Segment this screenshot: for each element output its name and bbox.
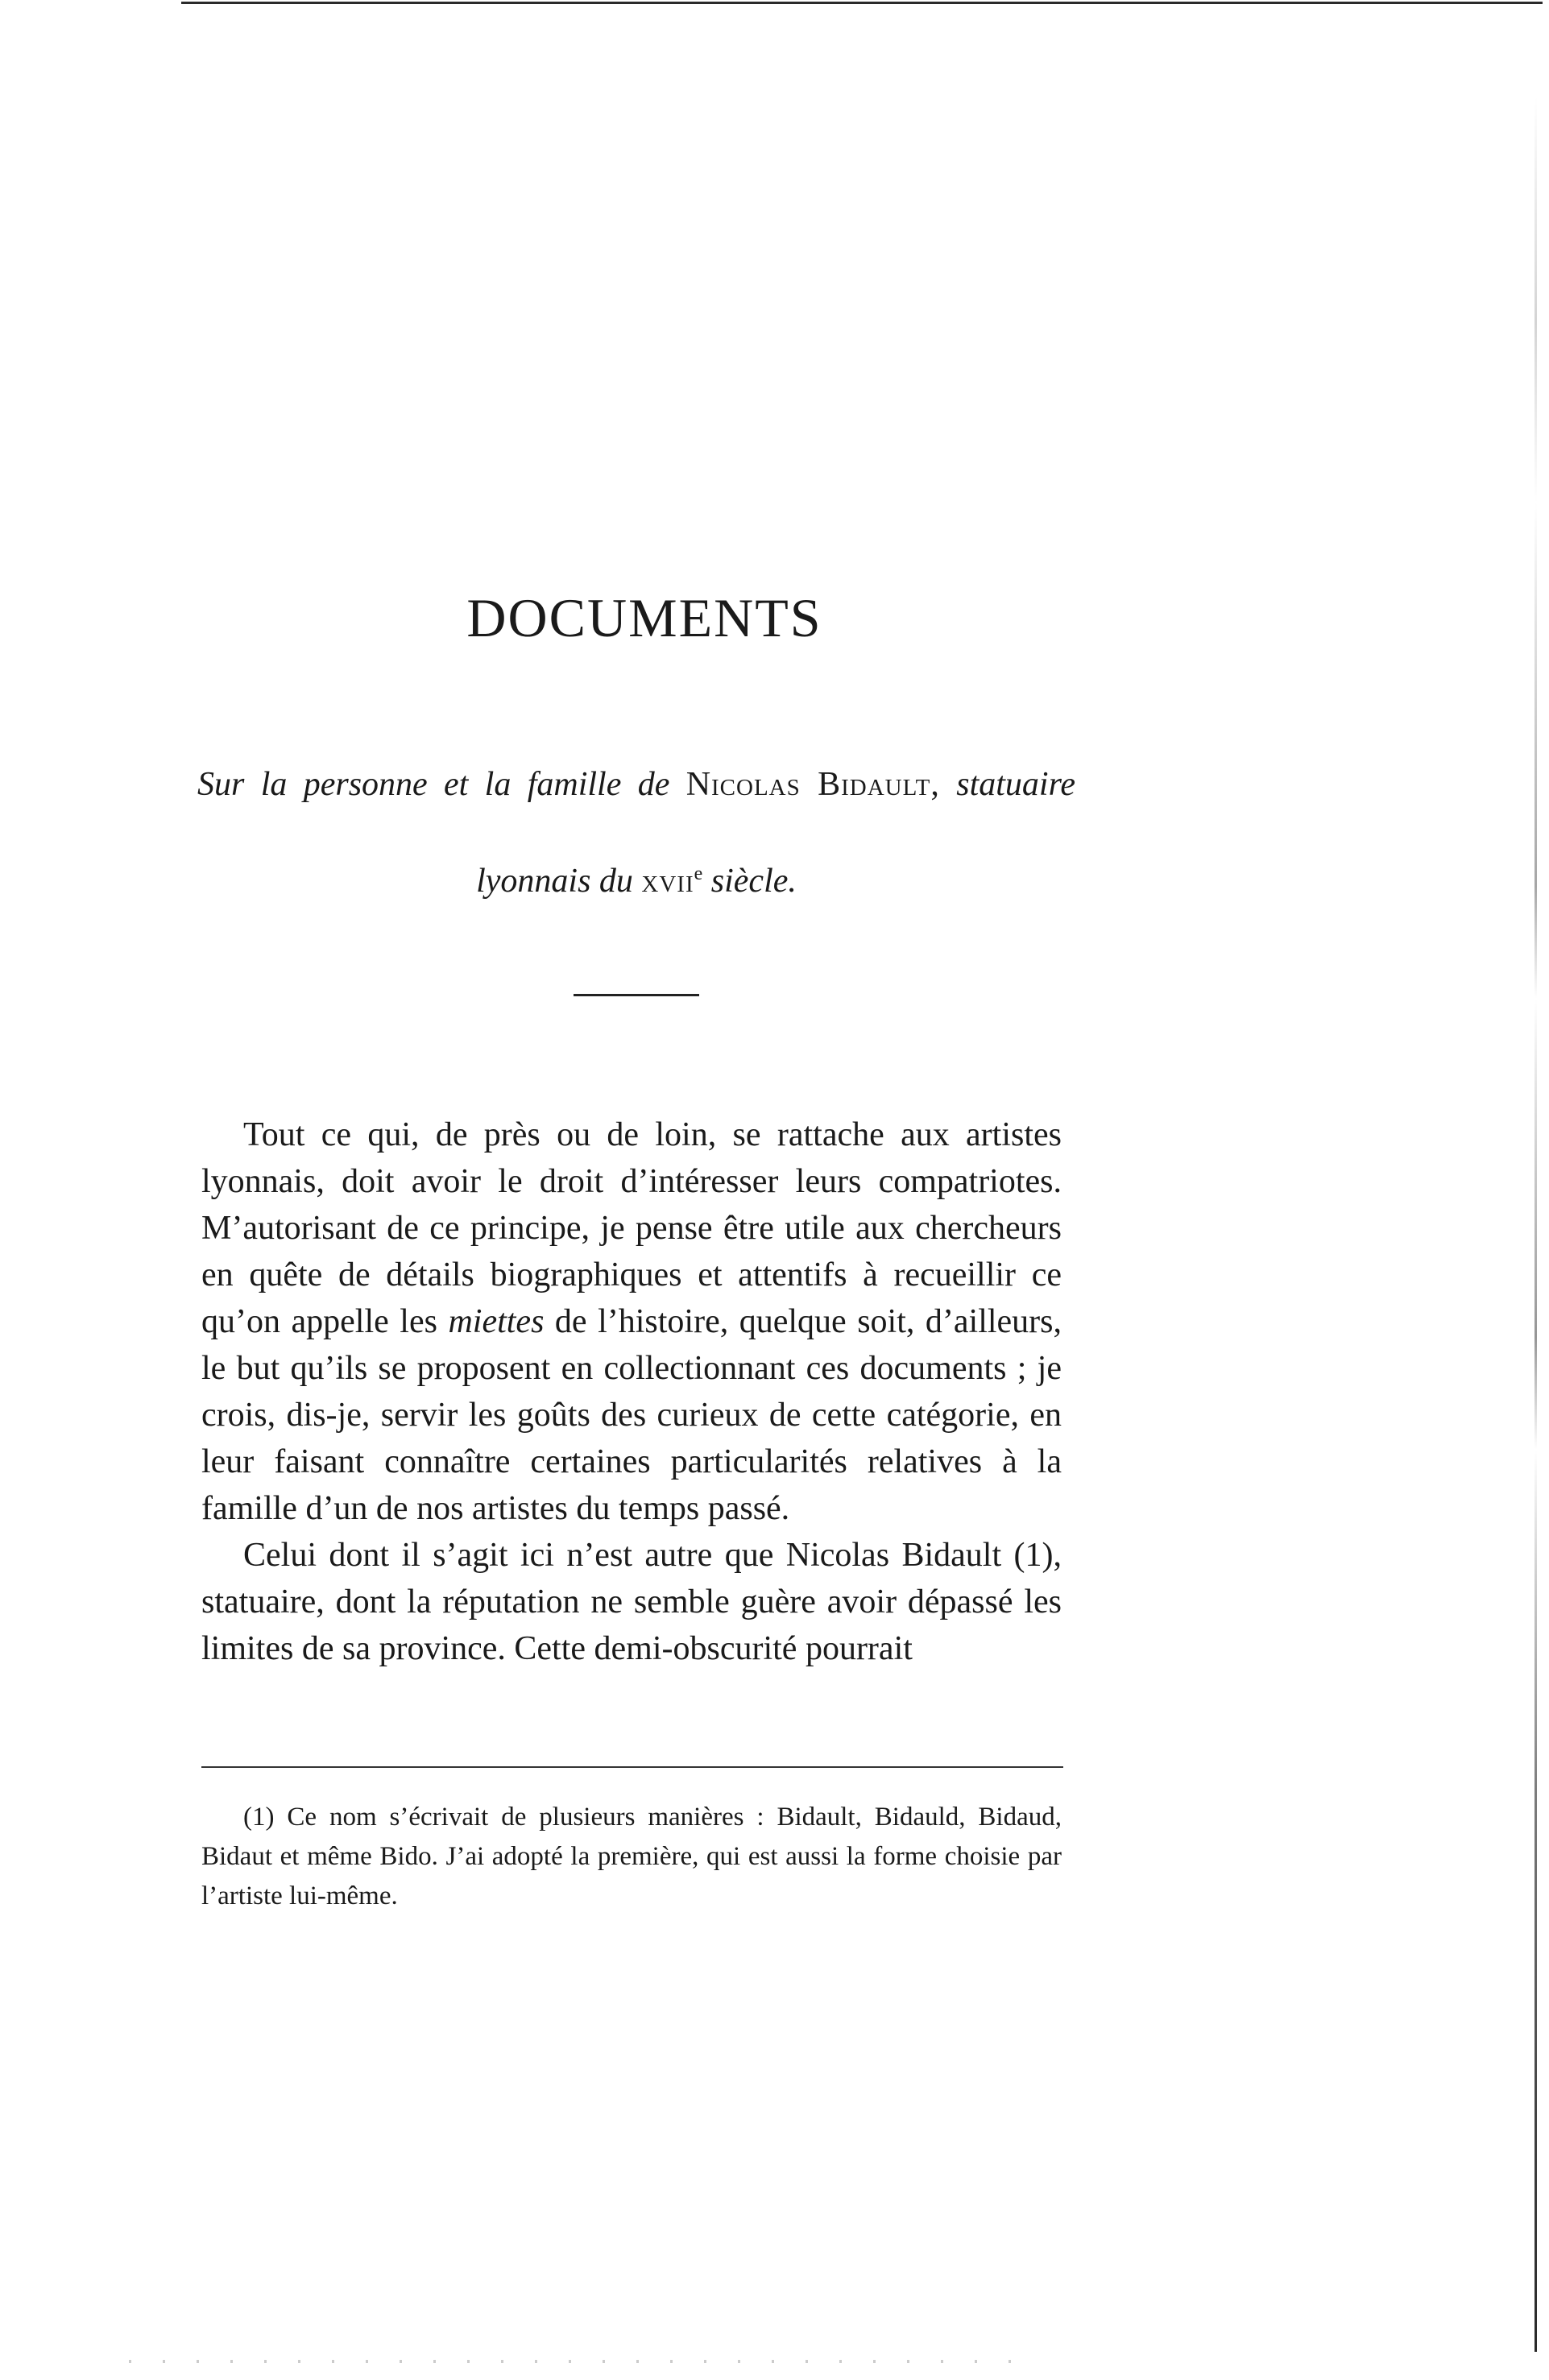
body-text [201,1111,1062,1672]
scan-edge-top-border [181,2,1543,4]
scan-edge-right-border [1535,97,1537,2352]
subtitle-line-2 [197,862,1075,900]
footnote-1: (1) Ce nom s’écrivait de plusieurs manières : Bidault, Bidauld, Bidaud, Bidaut et même Bido. J’ai adopté la première, qui est aussi la forme choisie par l’artiste lui-même. [201,1803,1062,1910]
scan-specks [129,2360,1015,2363]
paragraph-1-emphasis: miettes [448,1303,545,1340]
paragraph-1 [201,1111,1062,1532]
subtitle-artist-name: Nicolas Bidault, [685,766,940,803]
page-title: DOCUMENTS [466,587,822,648]
subtitle-text-4: siècle. [702,863,797,900]
subtitle-text-1: Sur la personne et la famille de [197,766,686,803]
subtitle-line-1 [197,765,1075,804]
paragraph-2: Celui dont il s’agit ici n’est autre que Nicolas Bidault (1), statuaire, dont la réputation ne semble guère avoir dépassé les limites de sa province. Cette demi-obscurité pourrait [201,1537,1062,1667]
subtitle-text-2: statuaire [939,766,1076,803]
paragraph-1-text-a: Tout ce qui, de près ou de loin, se rattache aux artistes lyonnais, doit avoir le droit d’intéresser leurs compatriotes. M’autorisant de ce principe, je pense être utile aux chercheurs en quête de détails biographiques et attentifs à recueillir ce qu’on appelle les [201,1116,1062,1340]
subtitle-text-3: lyonnais du [476,863,642,900]
paragraph-1-text-b: de l’histoire, quelque soit, d’ailleurs, le but qu’ils se proposent en collectionnant ces documents ; je crois, dis-je, servir les goûts des curieux de cette catégorie, en leur faisant connaître certaines particularités relatives à la famille d’un de nos artistes du temps passé. [201,1303,1062,1527]
section-divider [574,994,699,996]
subtitle-century: xvii [641,863,694,900]
subtitle-century-sup: e [694,863,703,884]
footnote-divider [201,1766,1063,1768]
